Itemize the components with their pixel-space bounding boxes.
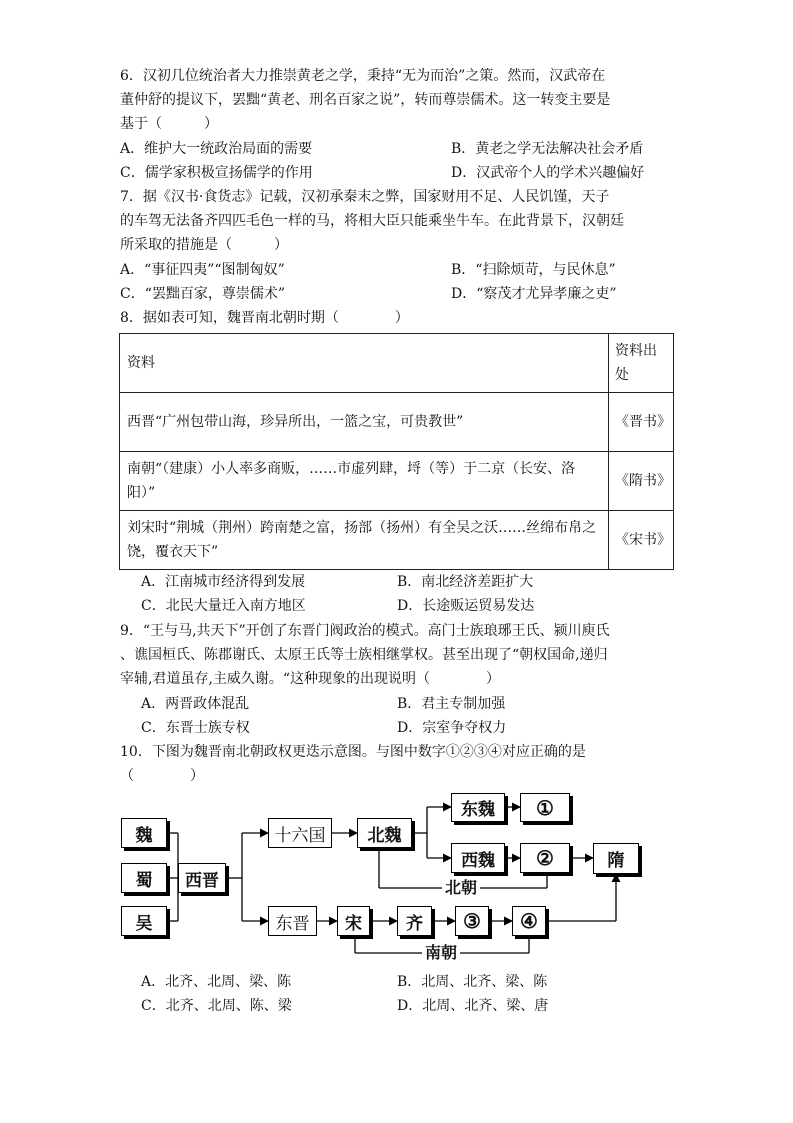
table-header-material: 资料 bbox=[120, 334, 609, 393]
q10-option-d: D．北周、北齐、梁、唐 bbox=[397, 998, 549, 1014]
box-number-4: ④ bbox=[512, 906, 546, 936]
q8-stem: 8．据如表可知，魏晋南北朝时期（ ） bbox=[120, 310, 409, 326]
q9-stem-line-2: 、谯国桓氏、陈郡谢氏、太原王氏等士族相继掌权。甚至出现了“朝权国命,递归 bbox=[120, 647, 608, 663]
box-shiliuguo: 十六国 bbox=[268, 818, 332, 848]
q10-stem-line-1: 10．下图为魏晋南北朝政权更迭示意图。与图中数字①②③④对应正确的是 bbox=[120, 744, 586, 760]
q7-option-d: D．“察茂才尤异孝廉之吏” bbox=[451, 286, 617, 302]
box-wei: 魏 bbox=[121, 818, 167, 848]
q7-stem-line-2: 的车驾无法备齐四匹毛色一样的马，将相大臣只能乘坐牛车。在此背景下，汉朝廷 bbox=[120, 213, 624, 229]
table-cell-source: 《晋书》 bbox=[609, 393, 674, 452]
q6-option-b: B．黄老之学无法解决社会矛盾 bbox=[451, 141, 644, 157]
q10-stem-line-2: （ ） bbox=[120, 768, 204, 784]
box-wu: 吴 bbox=[121, 906, 167, 936]
q7-stem-line-1: 7．据《汉书·食货志》记载，汉初承秦末之弊，国家财用不足、人民饥馑，天子 bbox=[120, 189, 610, 205]
q9-stem-line-3: 宰辅,君道虽存,主威久谢。“这种现象的出现说明（ ） bbox=[120, 671, 501, 687]
q10-option-a: A．北齐、北周、梁、陈 bbox=[141, 974, 292, 990]
box-dongwei: 东魏 bbox=[451, 793, 505, 822]
q8-option-a: A．江南城市经济得到发展 bbox=[141, 574, 306, 590]
box-song: 宋 bbox=[337, 906, 370, 936]
label-nanchao: 南朝 bbox=[422, 943, 460, 963]
box-number-2: ② bbox=[520, 843, 570, 873]
q6-stem-line-3: 基于（ ） bbox=[120, 116, 218, 132]
box-shu: 蜀 bbox=[121, 863, 167, 893]
label-beichao: 北朝 bbox=[442, 878, 480, 898]
box-number-1: ① bbox=[520, 793, 570, 822]
q7-stem-line-3: 所采取的措施是（ ） bbox=[120, 237, 288, 253]
q8-option-d: D．长途贩运贸易发达 bbox=[397, 598, 535, 614]
box-sui: 隋 bbox=[593, 843, 639, 874]
q9-option-b: B．君主专制加强 bbox=[397, 696, 506, 712]
q6-option-c: C．儒学家积极宣扬儒学的作用 bbox=[120, 165, 313, 181]
q9-stem-line-1: 9．“王与马,共天下”开创了东晋门阀政治的模式。高门士族琅琊王氏、颍川庾氏 bbox=[120, 623, 610, 639]
q7-option-a: A．“事征四夷”“图制匈奴” bbox=[120, 262, 285, 278]
box-xiwei: 西魏 bbox=[451, 843, 505, 873]
q6-option-d: D．汉武帝个人的学术兴趣偏好 bbox=[451, 165, 645, 181]
box-beiwei: 北魏 bbox=[357, 818, 412, 848]
table-cell-source: 《宋书》 bbox=[609, 511, 674, 570]
q10-option-b: B．北周、北齐、梁、陈 bbox=[397, 974, 548, 990]
q7-option-c: C．“罢黜百家，尊崇儒术” bbox=[120, 286, 286, 302]
q8-option-b: B．南北经济差距扩大 bbox=[397, 574, 534, 590]
table-cell-material: 西晋“广州包带山海，珍异所出，一篮之宝，可贵教世” bbox=[120, 393, 609, 452]
box-xijin: 西晋 bbox=[178, 863, 226, 893]
box-dongjin: 东晋 bbox=[268, 906, 317, 936]
q9-option-c: C．东晋士族专权 bbox=[141, 720, 250, 736]
q9-option-a: A．两晋政体混乱 bbox=[141, 696, 250, 712]
q10-option-c: C．北齐、北周、陈、梁 bbox=[141, 998, 292, 1014]
table-cell-material: 刘宋时“荆城（荆州）跨南楚之富，扬部（扬州）有全吴之沃……丝绵布帛之饶，覆衣天下” bbox=[120, 511, 609, 570]
q6-stem-line-1: 6．汉初几位统治者大力推崇黄老之学，秉持“无为而治”之策。然而，汉武帝在 bbox=[120, 68, 606, 84]
table-cell-source: 《隋书》 bbox=[609, 452, 674, 511]
box-qi: 齐 bbox=[397, 906, 432, 936]
q6-option-a: A．维护大一统政治局面的需要 bbox=[120, 141, 313, 157]
q9-option-d: D．宗室争夺权力 bbox=[397, 720, 507, 736]
box-number-3: ③ bbox=[455, 906, 489, 936]
table-cell-material: 南朝“（建康）小人率多商贩，……市虚列肆，埒（等）于二京（长安、洛阳）” bbox=[120, 452, 609, 511]
q7-option-b: B．“扫除烦苛，与民休息” bbox=[451, 262, 616, 278]
q8-option-c: C．北民大量迁入南方地区 bbox=[141, 598, 306, 614]
table-header-source: 资料出处 bbox=[609, 334, 674, 393]
q6-stem-line-2: 董仲舒的提议下，罢黜“黄老、刑名百家之说”，转而尊崇儒术。这一转变主要是 bbox=[120, 92, 611, 108]
